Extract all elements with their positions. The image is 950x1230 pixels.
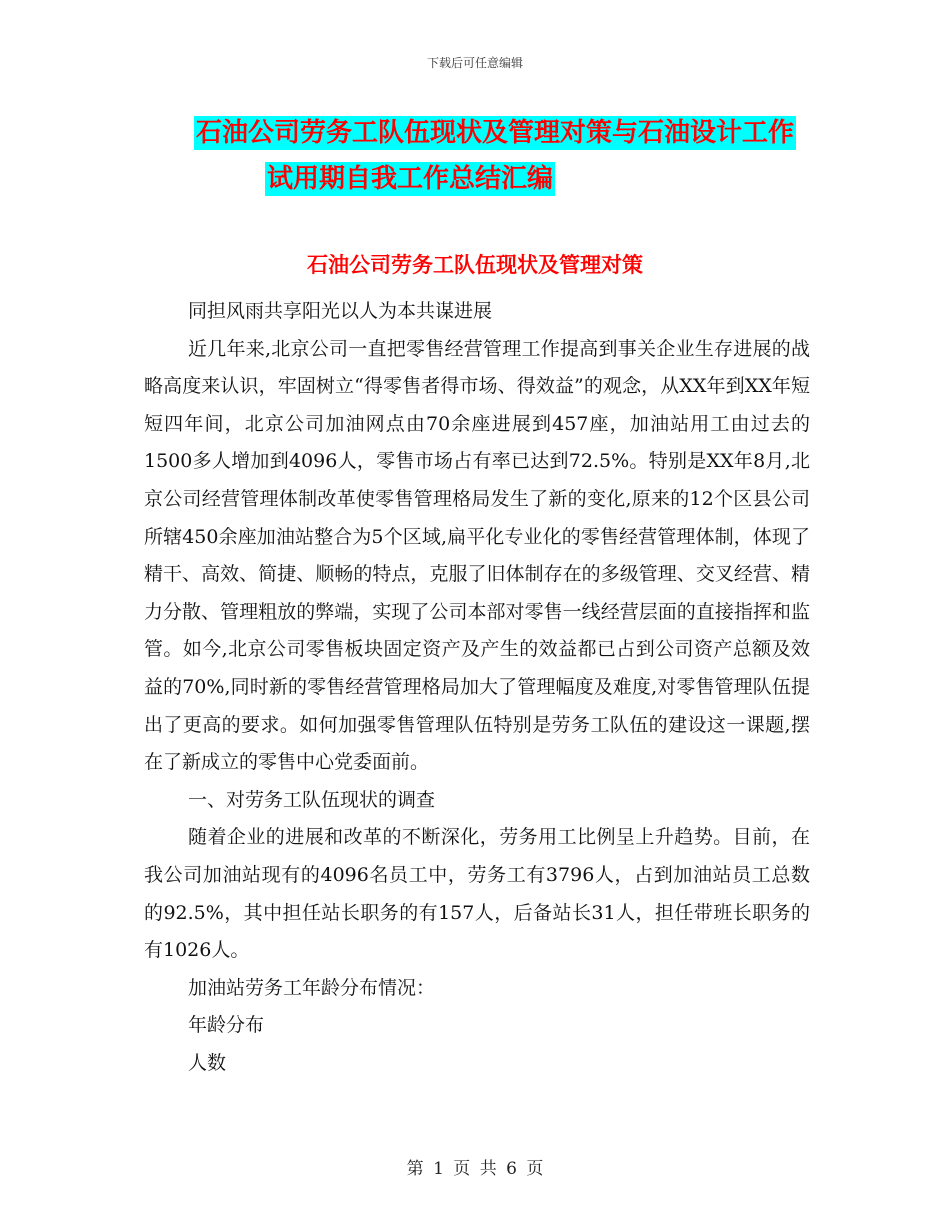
document-title-line-2 (0, 158, 950, 195)
paragraph-workforce-stats: 随着企业的进展和改革的不断深化，劳务用工比例呈上升趋势。目前，在我公司加油站现有的4096名员工中，劳务工有3796人，占到加油站员工总数的92.5%，其中担任站长职务的有157人，后备站长31人，担任带班长职务的有1026人。 (144, 826, 810, 962)
document-body (144, 293, 810, 1082)
paragraph-background: 近几年来,北京公司一直把零售经营管理工作提高到事关企业生存进展的战略高度来认识，牢固树立“得零售者得市场、得效益”的观念，从XX年到XX年短短四年间，北京公司加油网点由70余座进展到457座，加油站用工由过去的1500多人增加到4096人，零售市场占有率已达到72.5%。特别是XX年8月,北京公司经营管理体制改革使零售管理格局发生了新的变化,原来的12个区县公司所辖450余座加油站整合为5个区域,扁平化专业化的零售经营管理体制，体现了精干、高效、简捷、顺畅的特点，克服了旧体制存在的多级管理、交叉经营、精力分散、管理粗放的弊端，实现了公司本部对零售一线经营层面的直接指挥和监管。如今,北京公司零售板块固定资产及产生的效益都已占到公司资产总额及效益的70%,同时新的零售经营管理格局加大了管理幅度及难度,对零售管理队伍提出了更高的要求。如何加强零售管理队伍特别是劳务工队伍的建设这一课题,摆在了新成立的零售中心党委面前。 (144, 337, 810, 774)
document-title-line-1 (0, 112, 950, 149)
page-footer: 第 1 页 共 6 页 (406, 1159, 544, 1179)
document-title-line-1-text: 石油公司劳务工队伍现状及管理对策与石油设计工作 (195, 118, 794, 148)
paragraph-age-distribution-intro: 加油站劳务工年龄分布情况： (188, 976, 436, 999)
document-title-line-2-text: 试用期自我工作总结汇编 (266, 164, 553, 194)
subheading-survey: 一、对劳务工队伍现状的调查 (188, 788, 436, 811)
table-header-count: 人数 (188, 1051, 227, 1074)
header-note: 下载后可任意编辑 (426, 56, 523, 70)
section-title: 石油公司劳务工队伍现状及管理对策 (307, 253, 643, 277)
table-header-age: 年龄分布 (188, 1014, 265, 1037)
paragraph-slogan: 同担风雨共享阳光以人为本共谋进展 (188, 300, 493, 322)
